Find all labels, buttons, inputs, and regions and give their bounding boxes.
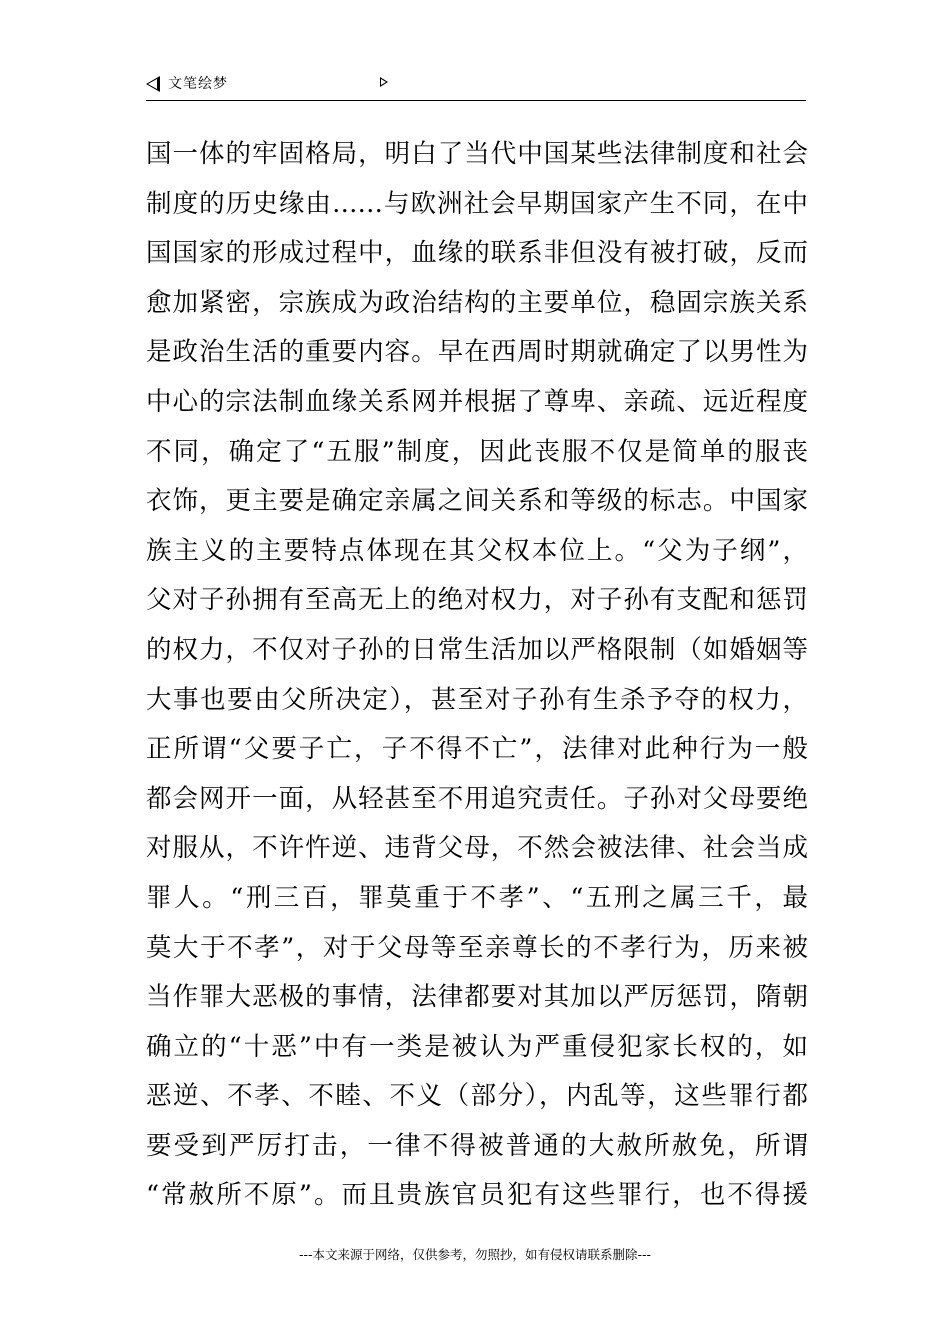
text-line: 不同，确定了“五服”制度，因此丧服不仅是简单的服丧: [146, 436, 808, 467]
text-line: 父对子孙拥有至高无上的绝对权力，对子孙有支配和惩罚: [146, 585, 808, 616]
text-line: 正所谓“父要子亡，子不得不亡”，法律对此种行为一般: [146, 734, 808, 765]
text-line: 制度的历史缘由……与欧洲社会早期国家产生不同，在中: [146, 188, 808, 219]
header-brand: 文笔绘梦: [168, 76, 228, 92]
text-line: 罪人。“刑三百，罪莫重于不孝”、“五刑之属三千，最: [146, 882, 808, 913]
page-footer: ---本文来源于网络，仅供参考，勿照抄，如有侵权请联系删除---: [298, 1247, 652, 1262]
text-line: 衣饰，更主要是确定亲属之间关系和等级的标志。中国家: [146, 486, 808, 517]
text-line: 恶逆、不孝、不睦、不义（部分），内乱等，这些罪行都: [146, 1081, 808, 1112]
text-line: 都会网开一面，从轻甚至不用追究责任。子孙对父母要绝: [146, 783, 808, 814]
triangle-right-icon: [380, 77, 388, 87]
text-line: 中心的宗法制血缘关系网并根据了尊卑、亲疏、远近程度: [146, 386, 808, 417]
text-line: 族主义的主要特点体现在其父权本位上。“父为子纲”，: [146, 535, 808, 566]
text-line: 国一体的牢固格局，明白了当代中国某些法律制度和社会: [146, 139, 808, 169]
text-line: 莫大于不孝”，对于父母等至亲尊长的不孝行为，历来被: [146, 932, 808, 963]
text-line: 大事也要由父所决定），甚至对子孙有生杀予夺的权力，: [146, 684, 808, 715]
text-line: 的权力，不仅对子孙的日常生活加以严格限制（如婚姻等: [146, 634, 808, 665]
text-line: 确立的“十恶”中有一类是被认为严重侵犯家长权的，如: [146, 1031, 808, 1062]
text-line: 当作罪大恶极的事情，法律都要对其加以严厉惩罚，隋朝: [146, 982, 808, 1013]
text-line: 对服从，不许忤逆、违背父母，不然会被法律、社会当成: [146, 833, 808, 864]
triangle-left-icon: [146, 76, 160, 92]
text-line: “常赦所不原”。而且贵族官员犯有这些罪行，也不得援: [146, 1180, 808, 1211]
text-line: 是政治生活的重要内容。早在西周时期就确定了以男性为: [146, 337, 808, 368]
page-header: [146, 72, 806, 101]
document-body: [146, 130, 808, 1221]
text-line: 国国家的形成过程中，血缘的联系非但没有被打破，反而: [146, 238, 808, 269]
text-line: 愈加紧密，宗族成为政治结构的主要单位，稳固宗族关系: [146, 287, 808, 318]
text-line: 要受到严厉打击，一律不得被普通的大赦所赦免，所谓: [146, 1130, 808, 1161]
